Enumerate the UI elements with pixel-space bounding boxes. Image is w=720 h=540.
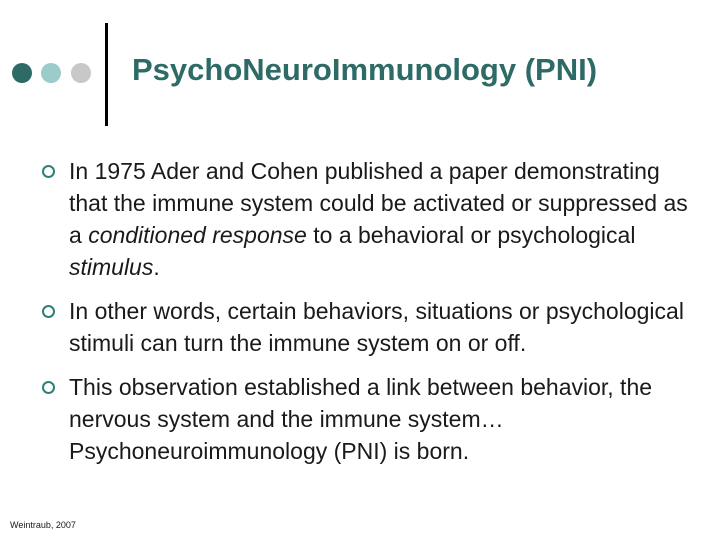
bullet-list xyxy=(42,155,702,479)
bullet-text: This observation established a link between behavior, the nervous system and the immune system… Psychoneuroimmunology (PNI) is born. xyxy=(69,374,653,464)
title-divider xyxy=(105,23,108,126)
slide-title: PsychoNeuroImmunology (PNI) xyxy=(132,52,598,87)
bullet-item xyxy=(42,371,702,467)
bullet-item xyxy=(42,155,702,283)
bullet-text xyxy=(69,158,688,280)
bullet-circle-icon xyxy=(42,165,55,178)
footer-citation: Weintraub, 2007 xyxy=(10,520,76,530)
bullet-circle-icon xyxy=(42,305,55,318)
dot-light-teal-icon xyxy=(41,63,61,83)
dot-gray-icon xyxy=(71,63,91,83)
bullet-text-italic: stimulus xyxy=(69,254,154,280)
bullet-text-italic: conditioned response xyxy=(88,222,307,248)
decorative-dots xyxy=(0,63,100,85)
bullet-text-segment: . xyxy=(153,254,160,280)
bullet-circle-icon xyxy=(42,381,55,394)
bullet-item xyxy=(42,295,702,359)
dot-dark-teal-icon xyxy=(12,63,32,83)
bullet-text: In other words, certain behaviors, situations or psychological stimuli can turn the immune system on or off. xyxy=(69,298,684,356)
bullet-text-segment: In 1975 Ader and Cohen published a paper demonstrating that the immune system could be activated or suppressed as a xyxy=(69,158,688,248)
bullet-text-segment: to a behavioral or psychological xyxy=(306,222,636,248)
